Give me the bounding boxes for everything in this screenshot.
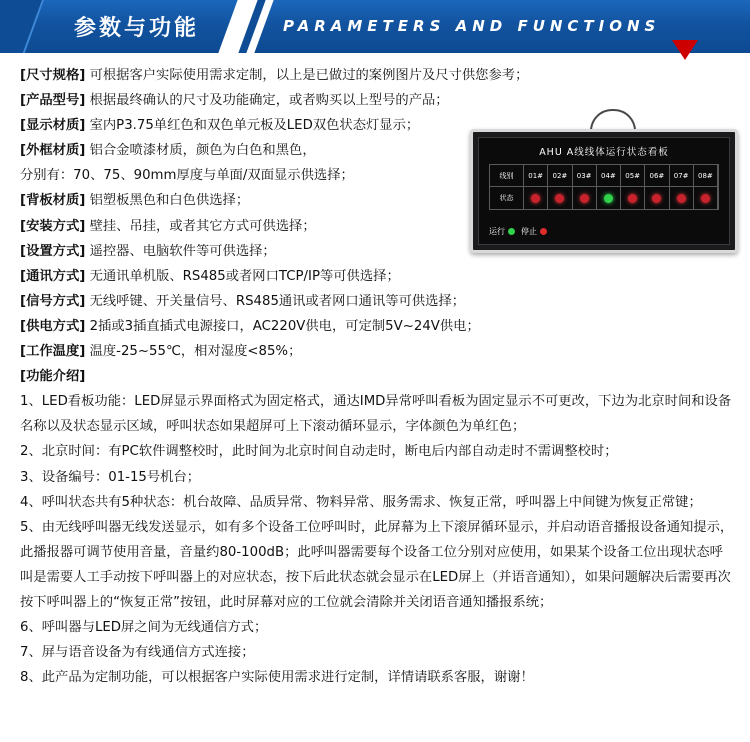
spec-text: 铝合金喷漆材质，颜色为白色和黑色， xyxy=(89,143,316,159)
spec-label: [信号方式] xyxy=(20,293,86,309)
spec-label: [通讯方式] xyxy=(20,268,86,284)
spec-text: 分别有：70、75、90mm厚度与单面/双面显示供选择； xyxy=(20,168,354,184)
spec-text: 壁挂、吊挂，或者其它方式可供选择； xyxy=(89,218,316,234)
red-arrow-icon xyxy=(672,40,698,60)
device-channel-label: 01# xyxy=(524,165,548,187)
spec-row xyxy=(20,264,736,289)
spec-row xyxy=(20,63,529,88)
spec-label: [外框材质] xyxy=(20,143,86,159)
functions-heading-label: [功能介绍] xyxy=(20,369,86,385)
spec-row xyxy=(20,188,480,213)
spec-text: 无线呼键、开关量信号、RS485通讯或者网口通讯等可供选择； xyxy=(89,293,466,309)
spec-text: 室内P3.75单红色和双色单元板及LED双色状态灯显示； xyxy=(89,118,420,134)
legend-stopped-label: 停止 xyxy=(521,227,537,236)
device-channel-label: 02# xyxy=(548,165,572,187)
spec-row xyxy=(20,339,736,364)
banner-title-en: PARAMETERS AND FUNCTIONS xyxy=(283,17,661,35)
banner-title-cn: 参数与功能 xyxy=(74,16,200,41)
spec-label: [安装方式] xyxy=(20,218,86,234)
spec-text: 2插或3插直插式电源接口，AC220V供电，可定制5V~24V供电； xyxy=(89,318,480,334)
spec-label: [工作温度] xyxy=(20,344,86,360)
spec-row xyxy=(20,214,480,239)
function-item: 6、呼叫器与LED屏之间为无线通信方式； xyxy=(20,620,268,636)
spec-text: 无通讯单机版、RS485或者网口TCP/IP等可供选择； xyxy=(89,268,400,284)
device-row-label-status: 状态 xyxy=(490,187,524,209)
spec-text: 温度-25~55℃，相对湿度<85%； xyxy=(89,344,302,360)
device-channel-label: 06# xyxy=(645,165,669,187)
spec-text: 遥控器、电脑软件等可供选择； xyxy=(89,243,276,259)
spec-text: 根据最终确认的尺寸及功能确定，或者购买以上型号的产品； xyxy=(89,93,449,109)
legend-running-label: 运行 xyxy=(489,227,505,236)
spec-row xyxy=(20,163,480,188)
spec-row xyxy=(20,138,480,163)
function-item: 4、呼叫状态共有5种状态：机台故障、品质异常、物料异常、服务需求、恢复正常，呼叫器上中间键为恢复正常键； xyxy=(20,494,702,510)
device-channel-label: 08# xyxy=(694,165,718,187)
spec-row xyxy=(20,239,480,264)
device-channel-label: 04# xyxy=(597,165,621,187)
device-screen-title: AHU A线线体运行状态看板 xyxy=(539,147,669,158)
spec-label: [设置方式] xyxy=(20,243,86,259)
device-channel-label: 03# xyxy=(573,165,597,187)
function-item: 2、北京时间：有PC软件调整校时，此时间为北京时间自动走时，断电后内部自动走时不需调整校时； xyxy=(20,444,618,460)
spec-text: 可根据客户实际使用需求定制，以上是已做过的案例图片及尺寸供您参考； xyxy=(89,68,529,83)
spec-label: [产品型号] xyxy=(20,93,86,109)
page-header-banner xyxy=(0,0,750,53)
device-channel-label: 05# xyxy=(621,165,645,187)
spec-label: [背板材质] xyxy=(20,193,86,209)
spec-row xyxy=(20,113,480,138)
spec-row xyxy=(20,88,480,113)
device-channel-label: 07# xyxy=(670,165,694,187)
spec-label: [显示材质] xyxy=(20,118,86,134)
spec-text: 铝塑板黑色和白色供选择； xyxy=(89,193,250,209)
function-item: 5、由无线呼叫器无线发送显示，如有多个设备工位呼叫时，此屏幕为上下滚屏循环显示，并启动语音播报设备通知提示，此播报器可调节使用音量，音量约80-100dB；此呼叫器需要每个设备工位分别对应使用，如果某个设备工位出现状态呼叫是需要人工手动按下呼叫器上的对应状态，按下后此状态就会显示在LED屏上（并语音通知），如果问题解决后需要再次按下呼叫器上的“恢复正常”按钮，此时屏幕对应的工位就会清除并关闭语音通知播报系统； xyxy=(20,519,734,610)
document-body xyxy=(0,53,750,690)
function-item: 8、此产品为定制功能，可以根据客户实际使用需求进行定制，详情请联系客服，谢谢！ xyxy=(20,670,534,686)
spec-row xyxy=(20,289,736,314)
spec-label: [尺寸规格] xyxy=(20,68,86,83)
function-item: 3、设备编号：01-15号机台； xyxy=(20,469,201,485)
functions-heading xyxy=(20,364,736,389)
function-item: 1、LED看板功能：LED屏显示界面格式为固定格式，通达IMD异常呼叫看板为固定显示不可更改，下边为北京时间和设备名称以及状态显示区域，呼叫状态如果超屏可上下滚动循环显示，字体颜色为单红色； xyxy=(20,394,732,435)
function-item: 7、屏与语音设备为有线通信方式连接； xyxy=(20,645,255,661)
device-row-label-line: 线别 xyxy=(490,165,524,187)
spec-label: [供电方式] xyxy=(20,318,86,334)
spec-row xyxy=(20,314,736,339)
